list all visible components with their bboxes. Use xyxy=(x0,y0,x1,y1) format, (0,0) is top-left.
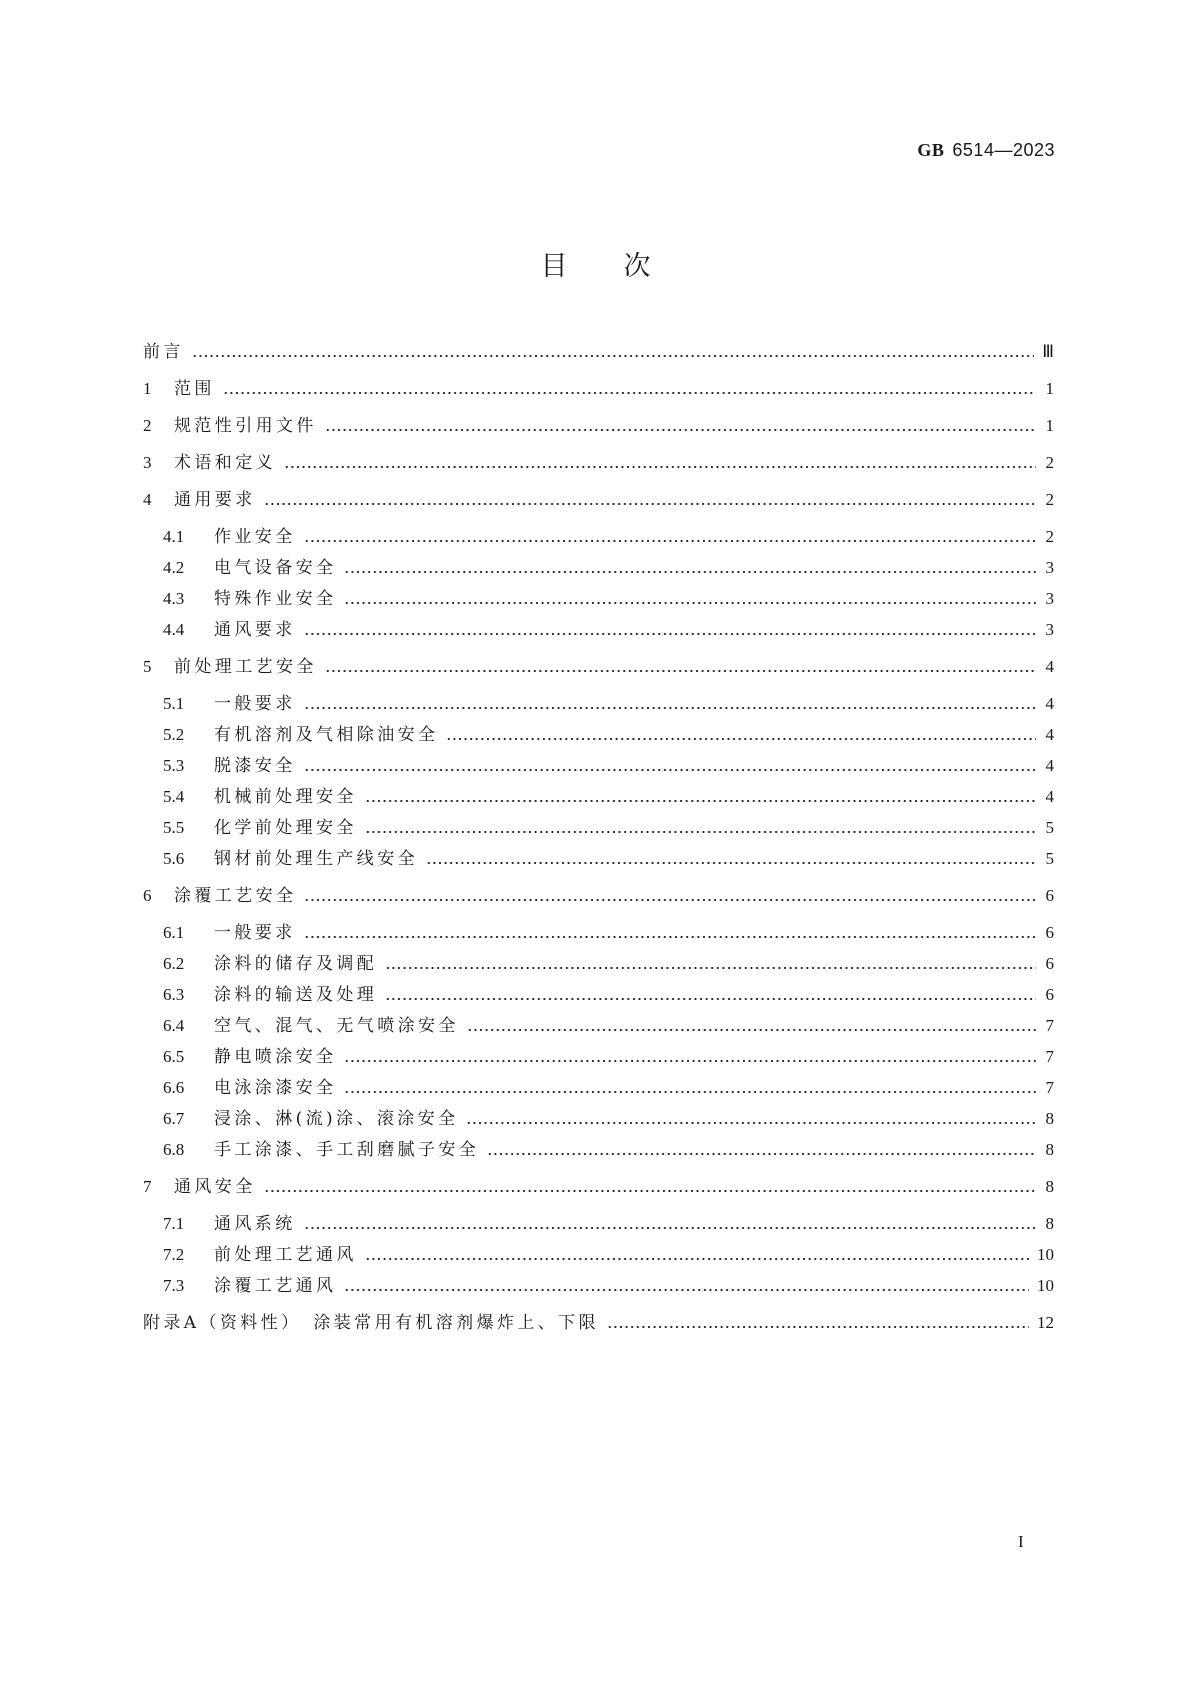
dot-leader xyxy=(446,732,1036,740)
toc-entry-title: 空气、混气、无气喷涂安全 xyxy=(214,1016,459,1036)
toc-entry-number: 5.6 xyxy=(163,849,185,868)
dot-leader xyxy=(304,701,1036,709)
dot-leader xyxy=(223,386,1036,394)
toc-entry-title: 电气设备安全 xyxy=(214,558,337,578)
toc-entry-page: 10 xyxy=(1037,1245,1054,1264)
dot-leader xyxy=(426,856,1036,864)
toc-entry[interactable] xyxy=(143,781,1054,812)
standard-code: 6514—2023 xyxy=(952,140,1055,160)
dot-leader xyxy=(487,1147,1036,1155)
toc-entry-page: 6 xyxy=(1045,954,1054,973)
toc-entry-title: 通风要求 xyxy=(214,620,296,640)
toc-entry-number: 4.1 xyxy=(163,527,185,546)
standard-number xyxy=(917,140,1055,161)
toc-entry-title: 附录A（资料性） 涂装常用有机溶剂爆炸上、下限 xyxy=(143,1313,599,1333)
dot-leader xyxy=(264,1184,1036,1192)
toc-entry[interactable] xyxy=(143,1307,1054,1338)
dot-leader xyxy=(467,1023,1036,1031)
toc-entry-number: 4.2 xyxy=(163,558,185,577)
toc-entry-number: 5.1 xyxy=(163,694,185,713)
dot-leader xyxy=(365,794,1036,802)
footer-page-number: I xyxy=(1018,1532,1024,1551)
toc-entry-page: 7 xyxy=(1045,1016,1054,1035)
toc-entry[interactable] xyxy=(143,447,1054,478)
toc-entry-number: 6.2 xyxy=(163,954,185,973)
toc-entry-page: 12 xyxy=(1037,1313,1054,1332)
toc-entry-number: 6 xyxy=(143,886,152,905)
toc-entry-number: 5.4 xyxy=(163,787,185,806)
toc-entry-page: 6 xyxy=(1045,886,1054,905)
toc-entry-title: 脱漆安全 xyxy=(214,756,296,776)
toc-entry-title: 机械前处理安全 xyxy=(214,787,357,807)
toc-entry[interactable] xyxy=(143,812,1054,843)
dot-leader xyxy=(192,349,1034,357)
dot-leader xyxy=(344,596,1036,604)
toc-entry-title: 通风系统 xyxy=(214,1214,296,1234)
toc-entry[interactable] xyxy=(143,1208,1054,1239)
toc-entry-page: 8 xyxy=(1045,1214,1054,1233)
toc-entry[interactable] xyxy=(143,1041,1054,1072)
toc-entry-number: 2 xyxy=(143,416,152,435)
toc-entry-title: 一般要求 xyxy=(214,923,296,943)
toc-entry-page: 8 xyxy=(1045,1177,1054,1196)
toc-entry-page: 2 xyxy=(1045,453,1054,472)
toc-entry-title: 化学前处理安全 xyxy=(214,818,357,838)
toc-entry-title: 前处理工艺安全 xyxy=(174,657,317,677)
toc-entry-page: 5 xyxy=(1045,818,1054,837)
toc-entry[interactable] xyxy=(143,948,1054,979)
toc-entry-title: 涂覆工艺安全 xyxy=(174,886,297,906)
dot-leader xyxy=(304,930,1036,938)
dot-leader xyxy=(385,992,1036,1000)
dot-leader xyxy=(304,893,1036,901)
toc-entry-page: 3 xyxy=(1045,558,1054,577)
toc-entry-title: 特殊作业安全 xyxy=(214,589,337,609)
toc-entry-page: 3 xyxy=(1045,589,1054,608)
toc-entry-title: 术语和定义 xyxy=(174,453,276,473)
toc-entry-number: 3 xyxy=(143,453,152,472)
toc-entry[interactable] xyxy=(143,979,1054,1010)
page-title: 目次 xyxy=(540,251,707,282)
dot-leader xyxy=(325,423,1036,431)
toc-entry[interactable] xyxy=(143,410,1054,441)
toc-entry-number: 4.3 xyxy=(163,589,185,608)
dot-leader xyxy=(344,1085,1036,1093)
toc-entry-page: 6 xyxy=(1045,985,1054,1004)
toc-entry-title: 一般要求 xyxy=(214,694,296,714)
dot-leader xyxy=(264,497,1036,505)
toc-entry-title: 前言 xyxy=(143,342,184,362)
toc-entry[interactable] xyxy=(143,484,1054,515)
toc-entry[interactable] xyxy=(143,1103,1054,1134)
toc-entry[interactable] xyxy=(143,552,1054,583)
toc-entry-number: 7.2 xyxy=(163,1245,185,1264)
toc-entry-page: 4 xyxy=(1045,787,1054,806)
toc-entry-number: 5.5 xyxy=(163,818,185,837)
toc-entry[interactable] xyxy=(143,688,1054,719)
dot-leader xyxy=(284,460,1036,468)
dot-leader xyxy=(365,1252,1029,1260)
toc-entry-title: 规范性引用文件 xyxy=(174,416,317,436)
dot-leader xyxy=(325,664,1036,672)
toc-entry-number: 6.3 xyxy=(163,985,185,1004)
toc-entry-page: 3 xyxy=(1045,620,1054,639)
standard-prefix: GB xyxy=(917,140,945,160)
toc-entry-number: 6.6 xyxy=(163,1078,185,1097)
toc-entry[interactable] xyxy=(143,336,1054,367)
toc-entry[interactable] xyxy=(143,1171,1054,1202)
toc-entry-title: 涂覆工艺通风 xyxy=(214,1276,337,1296)
toc-entry-title: 静电喷涂安全 xyxy=(214,1047,337,1067)
toc-entry-title: 钢材前处理生产线安全 xyxy=(214,849,418,869)
toc-entry-title: 电泳涂漆安全 xyxy=(214,1078,337,1098)
toc-entry-number: 7 xyxy=(143,1177,152,1196)
toc-entry-page: 7 xyxy=(1045,1047,1054,1066)
dot-leader xyxy=(304,1221,1036,1229)
dot-leader xyxy=(344,1283,1029,1291)
toc-entry[interactable] xyxy=(143,880,1054,911)
toc-entry-page: 7 xyxy=(1045,1078,1054,1097)
toc-entry[interactable] xyxy=(143,917,1054,948)
toc-entry-title: 作业安全 xyxy=(214,527,296,547)
toc-entry[interactable] xyxy=(143,843,1054,874)
toc-entry-number: 6.1 xyxy=(163,923,185,942)
toc-entry-page: 4 xyxy=(1045,694,1054,713)
toc-entry-title: 涂料的输送及处理 xyxy=(214,985,378,1005)
dot-leader xyxy=(304,763,1036,771)
toc-entry-number: 6.7 xyxy=(163,1109,185,1128)
toc-entry[interactable] xyxy=(143,1134,1054,1165)
toc-entry-title: 通用要求 xyxy=(174,490,256,510)
toc-entry-title: 范围 xyxy=(174,379,215,399)
toc-entry-page: 1 xyxy=(1045,379,1054,398)
toc-entry-number: 1 xyxy=(143,379,152,398)
dot-leader xyxy=(365,825,1036,833)
toc-entry-page: 4 xyxy=(1045,725,1054,744)
toc-entry-page: 10 xyxy=(1037,1276,1054,1295)
dot-leader xyxy=(344,1054,1036,1062)
toc-entry-title: 前处理工艺通风 xyxy=(214,1245,357,1265)
toc-entry-number: 7.3 xyxy=(163,1276,185,1295)
toc-entry-number: 6.5 xyxy=(163,1047,185,1066)
toc-entry-page: 4 xyxy=(1045,657,1054,676)
toc-entry-number: 6.4 xyxy=(163,1016,185,1035)
toc-entry-number: 7.1 xyxy=(163,1214,185,1233)
toc-entry[interactable] xyxy=(143,373,1054,404)
dot-leader xyxy=(304,627,1036,635)
toc-entry-number: 5 xyxy=(143,657,152,676)
toc-entry[interactable] xyxy=(143,750,1054,781)
toc-entry-number: 6.8 xyxy=(163,1140,185,1159)
dot-leader xyxy=(607,1320,1029,1328)
dot-leader xyxy=(466,1116,1036,1124)
dot-leader xyxy=(385,961,1036,969)
dot-leader xyxy=(344,565,1036,573)
toc-entry-title: 浸涂、淋(流)涂、滚涂安全 xyxy=(214,1109,459,1129)
toc-entry[interactable] xyxy=(143,583,1054,614)
toc-entry-page: 2 xyxy=(1045,527,1054,546)
toc-entry-title: 有机溶剂及气相除油安全 xyxy=(214,725,439,745)
toc-entry-title: 手工涂漆、手工刮磨腻子安全 xyxy=(214,1140,480,1160)
toc-entry[interactable] xyxy=(143,521,1054,552)
toc-entry-number: 5.3 xyxy=(163,756,185,775)
toc-entry-number: 4.4 xyxy=(163,620,185,639)
toc-entry-page: Ⅲ xyxy=(1042,342,1054,361)
toc-entry-title: 通风安全 xyxy=(174,1177,256,1197)
toc-entry-page: 4 xyxy=(1045,756,1054,775)
toc-entry-page: 1 xyxy=(1045,416,1054,435)
dot-leader xyxy=(304,534,1036,542)
toc-entry[interactable] xyxy=(143,614,1054,645)
toc-entry[interactable] xyxy=(143,651,1054,682)
toc-entry[interactable] xyxy=(143,1270,1054,1301)
toc-entry-number: 4 xyxy=(143,490,152,509)
toc-entry-page: 6 xyxy=(1045,923,1054,942)
toc-entry[interactable] xyxy=(143,1010,1054,1041)
table-of-contents xyxy=(143,336,1054,1338)
toc-entry-page: 8 xyxy=(1045,1140,1054,1159)
toc-entry-title: 涂料的储存及调配 xyxy=(214,954,378,974)
toc-entry[interactable] xyxy=(143,1239,1054,1270)
toc-entry-page: 5 xyxy=(1045,849,1054,868)
toc-entry[interactable] xyxy=(143,1072,1054,1103)
toc-entry-page: 8 xyxy=(1045,1109,1054,1128)
toc-entry-page: 2 xyxy=(1045,490,1054,509)
toc-entry-number: 5.2 xyxy=(163,725,185,744)
toc-entry[interactable] xyxy=(143,719,1054,750)
